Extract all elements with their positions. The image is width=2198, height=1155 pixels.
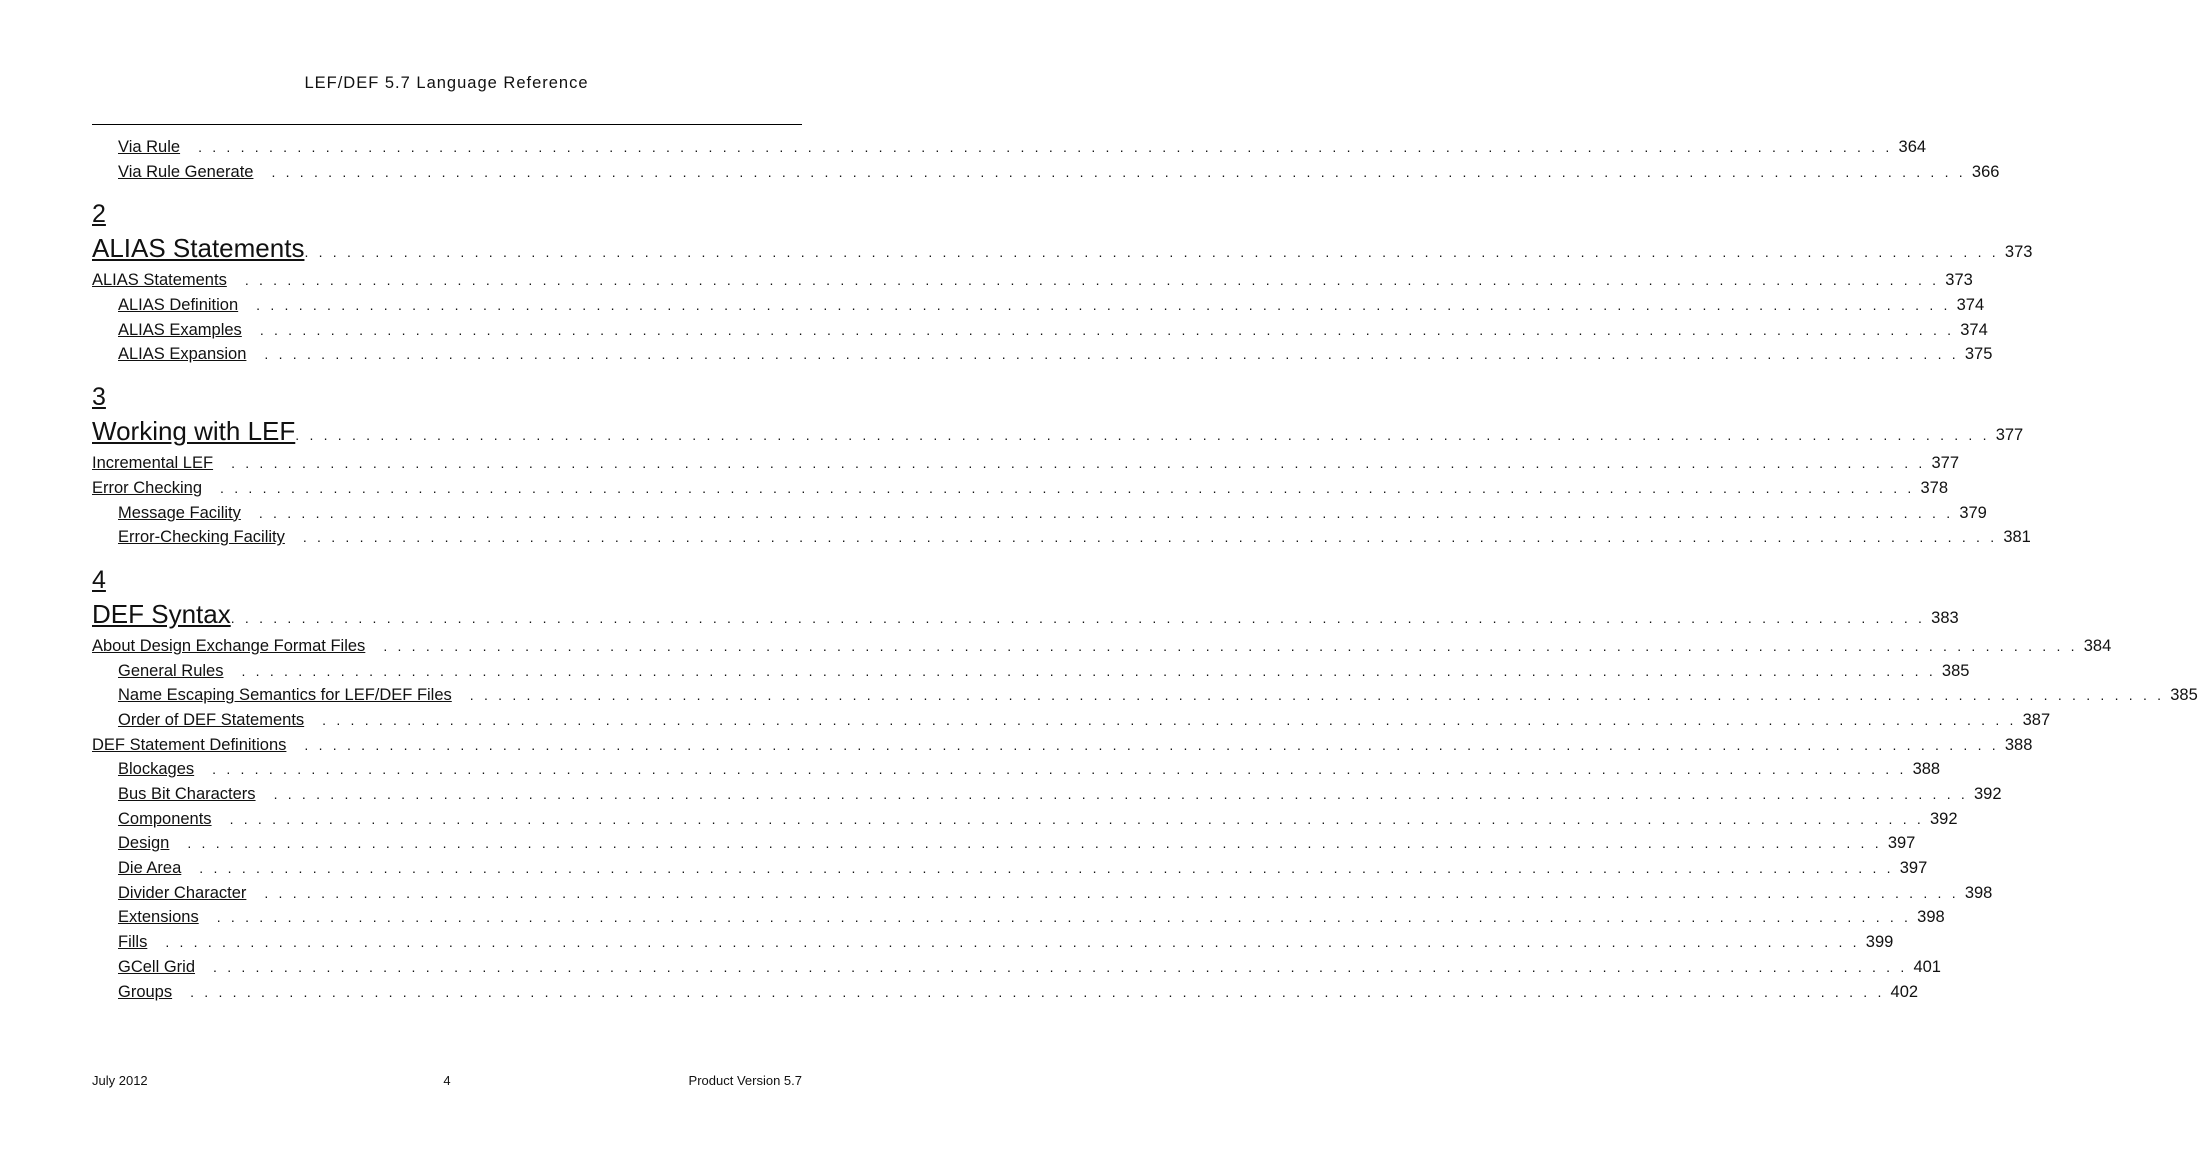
footer-date: July 2012 xyxy=(92,1073,148,1088)
footer-page-number: 4 xyxy=(443,1073,451,1088)
dot-leader: . . . . . . . . . . . . . . . . . . . . . . . . . . . . . . . . . . . . . . . . . . . . . . . . . . . . . . . . . . . . . . . . . . . . . . . . . . . . . . . . . . . . . . . . . . . . . . . . . . . . . . . . . . . . . . . . . . . . . . . . xyxy=(190,983,1885,1000)
dot-leader: . . . . . . . . . . . . . . . . . . . . . . . . . . . . . . . . . . . . . . . . . . . . . . . . . . . . . . . . . . . . . . . . . . . . . . . . . . . . . . . . . . . . . . . . . . . . . . . . . . . . . . . . . . . . . . . . . . . . . . . . xyxy=(271,163,1966,180)
toc-entry-link[interactable]: Error Checking xyxy=(92,478,203,497)
toc-entry-link[interactable]: ALIAS Expansion xyxy=(118,345,247,364)
chapter-page-number: 383 xyxy=(1931,608,1959,627)
toc-entry-link[interactable]: About Design Exchange Format Files xyxy=(92,636,366,655)
chapter-title-row[interactable] xyxy=(92,416,2024,448)
toc-entry-link[interactable]: Divider Character xyxy=(118,883,247,902)
dot-leader: . . . . . . . . . . . . . . . . . . . . . . . . . . . . . . . . . . . . . . . . . . . . . . . . . . . . . . . . . . . . . . . . . . . . . . . . . . . . . . . . . . . . . . . . . . . . . . . . . . . . . . . . . . . . . . . . . . . . . . . . xyxy=(304,736,1999,753)
toc-page-number: 388 xyxy=(1912,760,1941,779)
chapter-page-number: 377 xyxy=(1995,426,2024,445)
toc-page-number: 402 xyxy=(1890,982,1919,1001)
toc-page-number: 385 xyxy=(2170,686,2198,705)
toc-entry[interactable] xyxy=(92,636,2112,662)
toc-entry[interactable] xyxy=(92,503,1987,529)
toc-entry[interactable] xyxy=(92,686,2198,711)
table-of-contents xyxy=(92,138,2198,1007)
toc-page-number: 397 xyxy=(1899,859,1928,878)
dot-leader: . . . . . . . . . . . . . . . . . . . . . . . . . . . . . . . . . . . . . . . . . . . . . . . . . . . . . . . . . . . . . . . . . . . . . . . . . . . . . . . . . . . . . . . . . . . . . . . . . . . . . . . . . . . . . . . . . . . . . . . . xyxy=(383,637,2078,654)
toc-page-number: 379 xyxy=(1959,503,1987,522)
toc-entry-link[interactable]: Name Escaping Semantics for LEF/DEF Files xyxy=(118,686,452,705)
toc-entry-link[interactable]: Via Rule xyxy=(118,138,181,156)
toc-page-number: 388 xyxy=(2004,735,2033,754)
toc-entry-link[interactable]: Groups xyxy=(118,982,173,1001)
dot-leader: . . . . . . . . . . . . . . . . . . . . . . . . . . . . . . . . . . . . . . . . . . . . . . . . . . . . . . . . . . . . . . . . . . . . . . . . . . . . . . . . . . . . . . . . . . . . . . . . . . . . . . . . . . . . . . . . . . . . . . . . xyxy=(302,529,1998,546)
toc-entry[interactable] xyxy=(92,661,1970,687)
chapter-title-row[interactable] xyxy=(92,233,2033,265)
chapter-section xyxy=(92,199,2033,370)
dot-leader: . . . . . . . . . . . . . . . . . . . . . . . . . . . . . . . . . . . . . . . . . . . . . . . . . . . . . . . . . . . . . . . . . . . . . . . . . . . . . . . . . . . . . . . . . . . . . . . . . . . . . . . . . . . . . . . . . . . . . . . . xyxy=(187,835,1882,852)
toc-page-number: 381 xyxy=(2003,528,2031,547)
toc-entry-link[interactable]: GCell Grid xyxy=(118,957,196,976)
dot-leader: . . . . . . . . . . . . . . . . . . . . . . . . . . . . . . . . . . . . . . . . . . . . . . . . . . . . . . . . . . . . . . . . . . . . . . . . . . . . . . . . . . . . . . . . . . . . . . . . . . . . . . . . . . . . . . . . . . . . . . . . xyxy=(273,786,1968,802)
chapter-title-link[interactable]: DEF Syntax xyxy=(92,598,231,629)
dot-leader: . . . . . . . . . . . . . . . . . . . . . . . . . . . . . . . . . . . . . . . . . . . . . . . . . . . . . . . . . . . . . . . . . . . . . . . . . . . . . . . . . . . . . . . . . . . . . . . . . . . . . . . . . . . . . . . . . . . . . . . . xyxy=(241,662,1936,679)
chapter-section xyxy=(92,382,2031,553)
header-rule xyxy=(92,124,802,125)
toc-entry[interactable] xyxy=(92,735,2033,761)
dot-leader: . . . . . . . . . . . . . . . . . . . . . . . . . . . . . . . . . . . . . . . . . . . . . . . . . . . . . . . . . . . . . . . . . . . . . . . . . . . . . . . . . . . . . . . . . . . . . . . . . . . . . . . . . . . . . . . . . . . . . . . . xyxy=(229,810,1924,827)
toc-entry-link[interactable]: ALIAS Definition xyxy=(118,296,239,315)
dot-leader: . . . . . . . . . . . . . . . . . . . . . . . . . . . . . . . . . . . . . . . . . . . . . . . . . . . . . . . . . . . . . . . . . . . . . . . . . . . . . . . . . . . . . . . . . . . . . . . . . . . . . . . . . . . . . . . . . . . . . . . . xyxy=(469,687,2165,704)
toc-entry[interactable] xyxy=(92,320,1988,346)
toc-entry-link[interactable]: Blockages xyxy=(118,760,195,779)
chapter-page-number: 373 xyxy=(2004,243,2033,262)
toc-entry[interactable] xyxy=(92,883,1993,909)
dot-leader: . . . . . . . . . . . . . . . . . . . . . . . . . . . . . . . . . . . . . . . . . . . . . . . . . . . . . . . . . . . . . . . . . . . . . . . . . . . . . . . . . . . . . . . . . . . . . . . . . . . . . . . . . . . . . . . . . . . . . . . . xyxy=(230,609,1926,626)
chapter-number[interactable]: 2 xyxy=(92,200,106,229)
toc-entry[interactable] xyxy=(92,834,1916,859)
dot-leader: . . . . . . . . . . . . . . . . . . . . . . . . . . . . . . . . . . . . . . . . . . . . . . . . . . . . . . . . . . . . . . . . . . . . . . . . . . . . . . . . . . . . . . . . . . . . . . . . . . . . . . . . . . . . . . . . . . . . . . . . xyxy=(220,479,1915,496)
toc-entry-link[interactable]: Order of DEF Statements xyxy=(118,710,305,729)
toc-entry-link[interactable]: ALIAS Statements xyxy=(92,271,227,290)
toc-page-number: 387 xyxy=(2022,710,2051,729)
toc-page-number: 385 xyxy=(1941,661,1970,680)
dot-leader: . . . . . . . . . . . . . . . . . . . . . . . . . . . . . . . . . . . . . . . . . . . . . . . . . . . . . . . . . . . . . . . . . . . . . . . . . . . . . . . . . . . . . . . . . . . . . . . . . . . . . . . . . . . . . . . . . . . . . . . . xyxy=(213,958,1908,975)
toc-entry-link[interactable]: ALIAS Examples xyxy=(118,320,242,339)
toc-page-number: 378 xyxy=(1920,478,1949,497)
toc-page-number: 401 xyxy=(1913,957,1941,976)
dot-leader: . . . . . . . . . . . . . . . . . . . . . . . . . . . . . . . . . . . . . . . . . . . . . . . . . . . . . . . . . . . . . . . . . . . . . . . . . . . . . . . . . . . . . . . . . . . . . . . . . . . . . . . . . . . . . . . . . . . . . . . . xyxy=(264,346,1959,363)
toc-entry-link[interactable]: Design xyxy=(118,834,170,853)
toc-entry[interactable] xyxy=(92,271,1973,296)
toc-entry-link[interactable]: Bus Bit Characters xyxy=(118,785,256,803)
toc-entry-link[interactable]: Incremental LEF xyxy=(92,454,214,473)
chapter-title-link[interactable]: Working with LEF xyxy=(92,416,296,447)
toc-entry[interactable] xyxy=(92,296,1985,321)
toc-page-number: 366 xyxy=(1971,162,2000,181)
toc-entry[interactable] xyxy=(92,162,2000,188)
toc-page-number: 397 xyxy=(1887,834,1916,853)
toc-entry[interactable] xyxy=(92,760,1941,785)
running-header: LEF/DEF 5.7 Language Reference xyxy=(304,74,589,92)
toc-page-number: 374 xyxy=(1956,296,1985,315)
toc-entry-link[interactable]: General Rules xyxy=(118,661,224,680)
toc-page-number: 392 xyxy=(1974,785,2002,803)
chapter-section xyxy=(92,565,2198,1007)
dot-leader: . . . . . . . . . . . . . . . . . . . . . . . . . . . . . . . . . . . . . . . . . . . . . . . . . . . . . . . . . . . . . . . . . . . . . . . . . . . . . . . . . . . . . . . . . . . . . . . . . . . . . . . . . . . . . . . . . . . . . . . . xyxy=(198,139,1893,155)
chapter-title-row[interactable] xyxy=(92,598,1959,631)
dot-leader: . . . . . . . . . . . . . . . . . . . . . . . . . . . . . . . . . . . . . . . . . . . . . . . . . . . . . . . . . . . . . . . . . . . . . . . . . . . . . . . . . . . . . . . . . . . . . . . . . . . . . . . . . . . . . . . . . . . . . . . . xyxy=(216,909,1912,926)
chapter-number[interactable]: 4 xyxy=(92,565,106,594)
dot-leader: . . . . . . . . . . . . . . . . . . . . . . . . . . . . . . . . . . . . . . . . . . . . . . . . . . . . . . . . . . . . . . . . . . . . . . . . . . . . . . . . . . . . . . . . . . . . . . . . . . . . . . . . . . . . . . . . . . . . . . . . xyxy=(264,884,1959,901)
dot-leader: . . . . . . . . . . . . . . . . . . . . . . . . . . . . . . . . . . . . . . . . . . . . . . . . . . . . . . . . . . . . . . . . . . . . . . . . . . . . . . . . . . . . . . . . . . . . . . . . . . . . . . . . . . . . . . . . . . . . . . . . xyxy=(256,297,1951,314)
dot-leader: . . . . . . . . . . . . . . . . . . . . . . . . . . . . . . . . . . . . . . . . . . . . . . . . . . . . . . . . . . . . . . . . . . . . . . . . . . . . . . . . . . . . . . . . . . . . . . . . . . . . . . . . . . . . . . . . . . . . . . . . xyxy=(322,711,2017,728)
toc-page-number: 375 xyxy=(1964,345,1993,364)
dot-leader: . . . . . . . . . . . . . . . . . . . . . . . . . . . . . . . . . . . . . . . . . . . . . . . . . . . . . . . . . . . . . . . . . . . . . . . . . . . . . . . . . . . . . . . . . . . . . . . . . . . . . . . . . . . . . . . . . . . . . . . . xyxy=(212,761,1907,778)
toc-entry-link[interactable]: Error-Checking Facility xyxy=(118,528,285,547)
toc-page-number: 384 xyxy=(2083,636,2112,655)
toc-entry[interactable] xyxy=(92,957,1941,983)
toc-entry[interactable] xyxy=(92,908,1945,933)
toc-page-number: 373 xyxy=(1945,271,1973,290)
toc-entry-link[interactable]: DEF Statement Definitions xyxy=(92,735,287,754)
chapter-number[interactable]: 3 xyxy=(92,383,106,412)
toc-entry[interactable] xyxy=(92,345,1993,370)
toc-entry-link[interactable]: Components xyxy=(118,809,212,828)
toc-page-number: 377 xyxy=(1931,454,1960,473)
toc-entry[interactable] xyxy=(92,454,1960,479)
toc-entry[interactable] xyxy=(92,528,2031,553)
dot-leader: . . . . . . . . . . . . . . . . . . . . . . . . . . . . . . . . . . . . . . . . . . . . . . . . . . . . . . . . . . . . . . . . . . . . . . . . . . . . . . . . . . . . . . . . . . . . . . . . . . . . . . . . . . . . . . . . . . . . . . . . xyxy=(304,244,1999,261)
dot-leader: . . . . . . . . . . . . . . . . . . . . . . . . . . . . . . . . . . . . . . . . . . . . . . . . . . . . . . . . . . . . . . . . . . . . . . . . . . . . . . . . . . . . . . . . . . . . . . . . . . . . . . . . . . . . . . . . . . . . . . . . xyxy=(244,272,1940,289)
toc-entry[interactable] xyxy=(92,785,2002,810)
toc-entry[interactable] xyxy=(92,859,1928,884)
dot-leader: . . . . . . . . . . . . . . . . . . . . . . . . . . . . . . . . . . . . . . . . . . . . . . . . . . . . . . . . . . . . . . . . . . . . . . . . . . . . . . . . . . . . . . . . . . . . . . . . . . . . . . . . . . . . . . . . . . . . . . . . xyxy=(259,321,1955,338)
dot-leader: . . . . . . . . . . . . . . . . . . . . . . . . . . . . . . . . . . . . . . . . . . . . . . . . . . . . . . . . . . . . . . . . . . . . . . . . . . . . . . . . . . . . . . . . . . . . . . . . . . . . . . . . . . . . . . . . . . . . . . . . xyxy=(258,504,1954,521)
toc-entry-link[interactable]: Message Facility xyxy=(118,503,241,522)
toc-page-number: 398 xyxy=(1917,908,1945,927)
toc-entry-link[interactable]: Fills xyxy=(118,933,148,952)
toc-entry[interactable] xyxy=(92,138,1927,163)
toc-entry-link[interactable]: Die Area xyxy=(118,859,182,878)
dot-leader: . . . . . . . . . . . . . . . . . . . . . . . . . . . . . . . . . . . . . . . . . . . . . . . . . . . . . . . . . . . . . . . . . . . . . . . . . . . . . . . . . . . . . . . . . . . . . . . . . . . . . . . . . . . . . . . . . . . . . . . . xyxy=(165,934,1860,951)
page-footer xyxy=(92,1073,802,1088)
toc-entry[interactable] xyxy=(92,982,1919,1008)
footer-product-version: Product Version 5.7 xyxy=(688,1073,802,1088)
dot-leader: . . . . . . . . . . . . . . . . . . . . . . . . . . . . . . . . . . . . . . . . . . . . . . . . . . . . . . . . . . . . . . . . . . . . . . . . . . . . . . . . . . . . . . . . . . . . . . . . . . . . . . . . . . . . . . . . . . . . . . . . xyxy=(199,860,1894,877)
toc-entry[interactable] xyxy=(92,809,1958,835)
toc-entry[interactable] xyxy=(92,478,1949,504)
toc-page-number: 398 xyxy=(1964,883,1993,902)
toc-entry[interactable] xyxy=(92,933,1894,958)
toc-page-number: 374 xyxy=(1960,320,1988,339)
dot-leader: . . . . . . . . . . . . . . . . . . . . . . . . . . . . . . . . . . . . . . . . . . . . . . . . . . . . . . . . . . . . . . . . . . . . . . . . . . . . . . . . . . . . . . . . . . . . . . . . . . . . . . . . . . . . . . . . . . . . . . . . xyxy=(295,427,1990,444)
dot-leader: . . . . . . . . . . . . . . . . . . . . . . . . . . . . . . . . . . . . . . . . . . . . . . . . . . . . . . . . . . . . . . . . . . . . . . . . . . . . . . . . . . . . . . . . . . . . . . . . . . . . . . . . . . . . . . . . . . . . . . . . xyxy=(231,455,1926,472)
toc-page-number: 392 xyxy=(1930,809,1958,828)
toc-page-number: 364 xyxy=(1898,138,1927,156)
toc-entry-link[interactable]: Via Rule Generate xyxy=(118,162,254,181)
toc-page-number: 399 xyxy=(1865,933,1894,952)
toc-entry[interactable] xyxy=(92,710,2051,736)
chapter-title-link[interactable]: ALIAS Statements xyxy=(92,233,305,264)
toc-entry-link[interactable]: Extensions xyxy=(118,908,199,927)
